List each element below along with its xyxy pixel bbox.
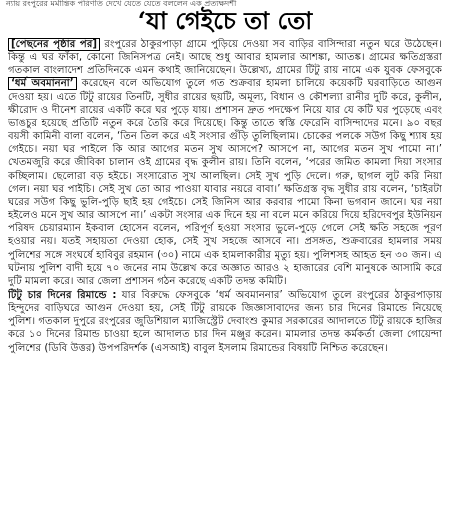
article-paragraph-1 xyxy=(8,38,442,288)
paragraph-1-text: রংপুরের ঠাকুরপাড়া গ্রামে পুড়িয়ে দেওয়া সব বাড়ির বাসিন্দারা নতুন ঘরে উঠেছেন। কিন্তু এ ঘর ফাঁকা, কোনো জিনিসপত্র নেই। আছে শুধু আবার হামলার আশঙ্কা, আতঙ্ক। গ্রামের ক্ষতিগ্রস্তরা গতকাল বাংলাদেশ প্রতিদিনকে এমন কথাই জানিয়েছেন। উল্লেখ্য, গ্রামের টিটু রায় নামে এক যুবক ফেসবুকে xyxy=(8,39,442,77)
article-body xyxy=(8,38,442,520)
paragraph-2-text: যার বিরুদ্ধে ফেসবুকে ‘ধর্ম অবমাননার’ অভিযোগ তুলে রংপুরের ঠাকুরপাড়ায় হিন্দুদের বাড়িঘরে আগুন দেওয়া হয়, সেই টিটু রায়কে জিজ্ঞাসাবাদের জন্য চার দিনের রিমান্ডে নিয়েছে পুলিশ। গতকাল দুপুরে রংপুরের জুডিশিয়াল ম্যাজিস্ট্রেট দেবাংশু কুমার সরকারের আদালতে টিটু রায়কে হাজির করে ১০ দিনের রিমান্ড চাওয়া হলে আদালত চার দিন মঞ্জুর করেন। মামলার তদন্ত কর্মকর্তা জেলা গোয়েন্দা পুলিশের (ডিবি উত্তর) উপপরিদর্শক (এসআই) বাবুল ইসলাম রিমান্ডের বিষয়টি নিশ্চিত করেছেন। xyxy=(8,289,442,354)
paragraph-1-continuation: করেছেন বলে অভিযোগ তুলে গত শুক্রবার হামলা চালিয়ে কয়েকটি ঘরবাড়িতে আগুন দেওয়া হয়। এতে টিটু রায়ের তিনটি, সুধীর রায়ের ছয়টি, অমূল্য, বিধান ও কৌশল্যা রানীর দুটি করে, কুলীন, ক্ষীরোদ ও দীনেশ রায়ের একটি করে ঘর পুড়ে যায়। প্রশাসন দ্রুত পদক্ষেপ নিয়ে যার যে কটি ঘর পুড়েছে এবং ভাঙচুর হয়েছে প্রতিটি নতুন করে তৈরি করে দিয়েছে। কিন্তু তাতে স্বস্তি ফেরেনি বাসিন্দাদের মনে। ৯০ বছর বয়সী কামিনী বালা বলেন, ‘তিন তিল করে এই সংসার গুঁড়ি তুলিছিলাম। চোকের পলকে সউগ কিছু শ্যাষ হয় গেইচে। নয়া ঘর পাইলে কি আর আগের মতন সুখ আসপে? আসপে না, আগের মতন সুখ পামো না।’ খেতমজুরি করে জীবিকা চালান ওই গ্রামের বৃদ্ধ কুলীন রায়। তিনি বলেন, ‘পরের জমিত কামলা দিয়া সংসার কচ্ছিলাম। ছেলোরা বড় হইচে। সংসারোত সুখ আলছিল। সেই সুখ পুড়ি দেলে। গরু, ছাগল লুট করি নিয়া গেল। নয়া ঘর পাইচি। সেই সুখ তো আর পাওয়া যাবার নয়রে বাবা।’ ক্ষতিগ্রস্ত বৃদ্ধ সুধীর রায় বলেন, ‘চাইরটা ঘরের সউগ কিছু ভুলি-পুড়ি ছাই হয় গেইচে। সেই জিনিস আর করবার পামো কিনা ভগবান জানে। ঘর নয়া হইলেও মনে সুখ আর আসপে না।’ একটা সংসার এক দিনে হয় না বলে মনে করিয়ে দিয়ে হরিদেবপুর ইউনিয়ন পরিষদ চেয়ারম্যান ইকবাল হোসেন বলেন, পরিপূর্ণ হওয়া সংসার ভুলে-পুড়ে গেলে সেই ক্ষতি সহজে পূরণ হওয়ার নয়। যতই সহায়তা দেওয়া হোক, সেই সুখ সহজে আসবে না। প্রসঙ্গত, শুক্রবারের হামলার সময় পুলিশের সঙ্গে সংঘর্ষে হাবিবুর রহমান (৩০) নামে এক হামলাকারীর মৃত্যু হয়। পুলিশসহ আহত হন ৩০ জন। এ ঘটনায় পুলিশ বাদী হয়ে ৭০ জনের নাম উল্লেখ করে অজ্ঞাত আরও ২ হাজারের বেশি মানুষকে আসামি করে দুটি মামলা করে। আর জেলা প্রশাসন গঠন করেছে একটি তদন্ত কমিটি। xyxy=(8,78,442,287)
subheading: টিটু চার দিনের রিমান্ডে : xyxy=(8,289,117,301)
quoted-phrase: ‘ধর্ম অবমাননা’ xyxy=(8,77,77,90)
continued-label: [পেছনের পৃষ্ঠার পর] xyxy=(8,38,100,51)
previous-article-strip: ন্যায় রংপুরের মর্মান্তিক পরিণতি দেখে যেতে যেতে বললেন এক প্রত্যক্ষদর্শী xyxy=(6,0,237,8)
headline: ‘যা গেইচে তা তো xyxy=(137,6,313,35)
article-paragraph-2 xyxy=(8,289,442,355)
